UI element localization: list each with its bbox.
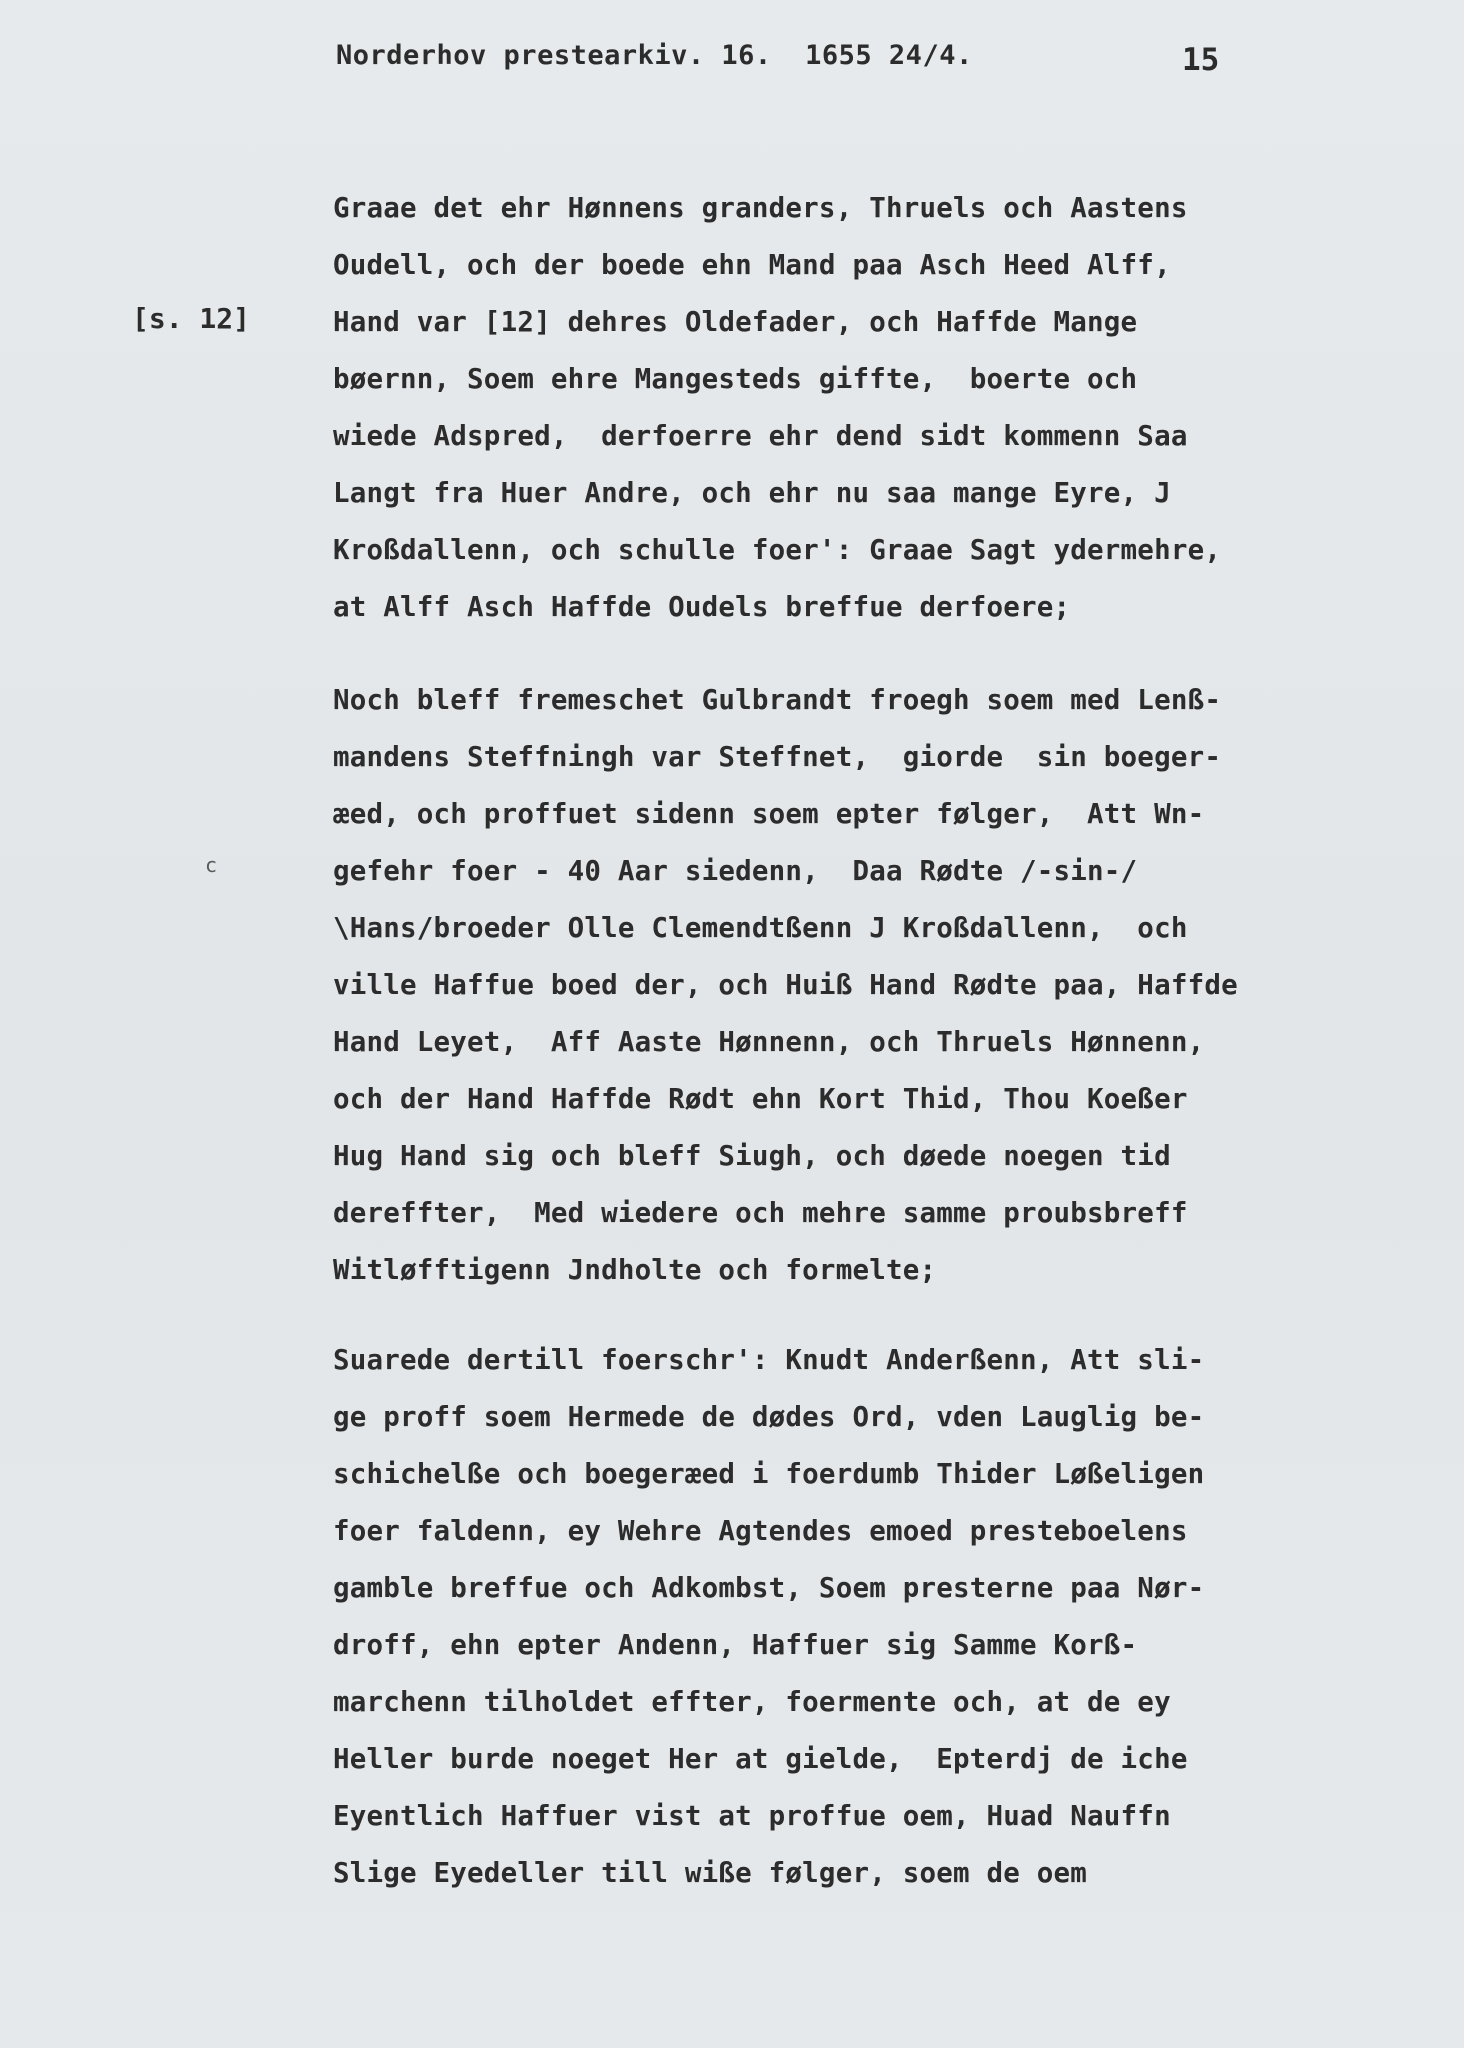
text-line: Hand Leyet, Aff Aaste Hønnenn, och Thruels Hønnenn,: [333, 1026, 1205, 1058]
text-line: Heller burde noeget Her at gielde, Epterdj de iche: [333, 1743, 1188, 1775]
text-line: Kroßdallenn, och schulle foer': Graae Sagt ydermehre,: [333, 534, 1222, 566]
text-line: Oudell, och der boede ehn Mand paa Asch Heed Alff,: [333, 249, 1171, 281]
paragraph-2: [333, 672, 1238, 1299]
text-line: schichelße och boegeræed i foerdumb Thider Løßeligen: [333, 1458, 1205, 1490]
text-line: bøernn, Soem ehre Mangesteds giffte, boerte och: [333, 363, 1138, 395]
text-line: och der Hand Haffde Rødt ehn Kort Thid, Thou Koeßer: [333, 1083, 1188, 1115]
text-line: ge proff soem Hermede de dødes Ord, vden Lauglig be-: [333, 1401, 1205, 1433]
paragraph-3: [333, 1332, 1204, 1902]
text-line: Suarede dertill foerschr': Knudt Anderßenn, Att sli-: [333, 1344, 1205, 1376]
text-line: gefehr foer - 40 Aar siedenn, Daa Rødte /-sin-/: [333, 855, 1138, 887]
text-line: \Hans/broeder Olle Clemendtßenn J Kroßdallenn, och: [333, 912, 1188, 944]
text-line: Langt fra Huer Andre, och ehr nu saa mange Eyre, J: [333, 477, 1171, 509]
margin-reference: [s. 12]: [132, 302, 251, 335]
text-line: Graae det ehr Hønnens granders, Thruels och Aastens: [333, 192, 1188, 224]
text-line: ville Haffue boed der, och Huiß Hand Rødte paa, Haffde: [333, 969, 1238, 1001]
margin-mark: c: [205, 853, 218, 877]
text-line: Slige Eyedeller till wiße følger, soem de oem: [333, 1857, 1088, 1889]
text-line: Hug Hand sig och bleff Siugh, och døede noegen tid: [333, 1140, 1171, 1172]
text-line: Eyentlich Haffuer vist at proffue oem, Huad Nauffn: [333, 1800, 1171, 1832]
text-line: at Alff Asch Haffde Oudels breffue derfoere;: [333, 591, 1071, 623]
page-number: 15: [1182, 42, 1220, 78]
paragraph-1: [333, 180, 1221, 636]
text-line: foer faldenn, ey Wehre Agtendes emoed presteboelens: [333, 1515, 1188, 1547]
text-line: wiede Adspred, derfoerre ehr dend sidt kommenn Saa: [333, 420, 1188, 452]
text-line: Witløfftigenn Jndholte och formelte;: [333, 1254, 937, 1286]
text-line: gamble breffue och Adkombst, Soem presterne paa Nør-: [333, 1572, 1205, 1604]
page-header: Norderhov prestearkiv. 16. 1655 24/4.: [336, 40, 973, 71]
text-line: droff, ehn epter Andenn, Haffuer sig Samme Korß-: [333, 1629, 1138, 1661]
text-line: mandens Steffningh var Steffnet, giorde sin boeger-: [333, 741, 1222, 773]
text-line: æed, och proffuet sidenn soem epter følger, Att Wn-: [333, 798, 1205, 830]
text-line: Noch bleff fremeschet Gulbrandt froegh soem med Lenß-: [333, 684, 1222, 716]
text-line: Hand var [12] dehres Oldefader, och Haffde Mange: [333, 306, 1138, 338]
text-line: marchenn tilholdet effter, foermente och, at de ey: [333, 1686, 1171, 1718]
text-line: dereffter, Med wiedere och mehre samme proubsbreff: [333, 1197, 1188, 1229]
